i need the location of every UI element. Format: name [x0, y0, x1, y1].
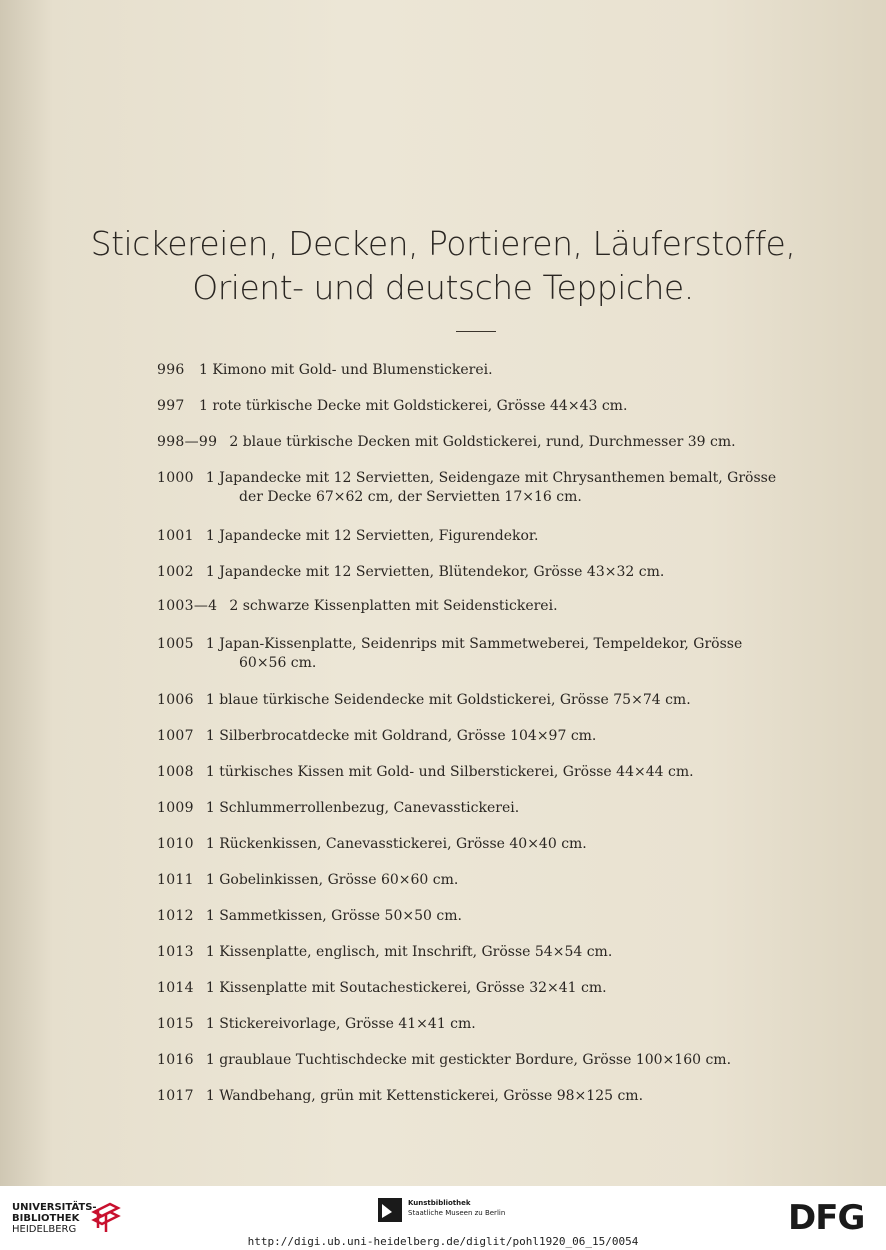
source-url[interactable]: http://digi.ub.uni-heidelberg.de/diglit/pohl1920_06_15/0054 [247, 1235, 639, 1248]
entry-description: 1 Rückenkissen, Canevasstickerei, Grösse 40×40 cm. [205, 836, 587, 852]
entry-description: 1 türkisches Kissen mit Gold- und Silberstickerei, Grösse 44×44 cm. [205, 764, 694, 780]
title-line-2: Orient- und deutsche Teppiche. [192, 268, 694, 307]
entry-number: 1017 [157, 1088, 194, 1104]
entry-number: 1008 [157, 764, 194, 780]
kunstbibliothek-wordmark [408, 1198, 505, 1218]
ub-line-2: BIBLIOTHEK [12, 1213, 80, 1224]
entry-description-continued: 60×56 cm. [239, 655, 317, 671]
catalog-entry [157, 727, 797, 746]
ub-line-3: HEIDELBERG [12, 1224, 77, 1235]
catalog-entry [157, 871, 797, 890]
entry-number: 1014 [157, 980, 194, 996]
catalog-entry [157, 763, 797, 782]
entry-number: 1011 [157, 872, 194, 888]
catalog-entry [157, 563, 797, 582]
catalog-entry [157, 1087, 797, 1106]
entry-description: 1 blaue türkische Seidendecke mit Goldstickerei, Grösse 75×74 cm. [205, 692, 691, 708]
entry-number: 1006 [157, 692, 194, 708]
entry-number: 1016 [157, 1052, 194, 1068]
ub-line-1: UNIVERSITÄTS- [12, 1202, 97, 1213]
kb-line-1: Kunstbibliothek [408, 1199, 471, 1207]
catalog-entry [157, 469, 797, 507]
entry-description: 2 blaue türkische Decken mit Goldstickerei, rund, Durchmesser 39 cm. [229, 434, 736, 450]
entry-number: 998—99 [157, 434, 218, 450]
show-through-text [560, 30, 860, 166]
entry-description: 1 Kimono mit Gold- und Blumenstickerei. [199, 362, 493, 378]
entry-description: 1 Sammetkissen, Grösse 50×50 cm. [205, 908, 462, 924]
entry-description: 1 Japandecke mit 12 Servietten, Seidengaze mit Chrysanthemen bemalt, Grösse [205, 470, 777, 486]
entry-description: 1 Kissenplatte, englisch, mit Inschrift, Grösse 54×54 cm. [205, 944, 613, 960]
catalog-entry [157, 799, 797, 818]
catalog-entry [157, 433, 797, 452]
entry-description: 2 schwarze Kissenplatten mit Seidenstickerei. [229, 598, 558, 614]
entry-number: 1009 [157, 800, 194, 816]
entry-number: 1007 [157, 728, 194, 744]
catalog-entry [157, 691, 797, 710]
entry-description: 1 rote türkische Decke mit Goldstickerei, Grösse 44×43 cm. [199, 398, 628, 414]
entry-number: 1012 [157, 908, 194, 924]
entry-description: 1 Stickereivorlage, Grösse 41×41 cm. [205, 1016, 476, 1032]
entry-number: 1000 [157, 470, 194, 486]
catalog-entry [157, 361, 797, 380]
entry-number: 1001 [157, 528, 194, 544]
entry-number: 1005 [157, 636, 194, 652]
ub-heidelberg-wordmark [12, 1202, 97, 1235]
entry-description-continued: der Decke 67×62 cm, der Servietten 17×16 cm. [239, 489, 582, 505]
entry-description: 1 Kissenplatte mit Soutachestickerei, Grösse 32×41 cm. [205, 980, 607, 996]
entry-number: 996 [157, 362, 185, 378]
entry-description: 1 Gobelinkissen, Grösse 60×60 cm. [205, 872, 459, 888]
catalog-entry [157, 397, 797, 416]
catalog-entry [157, 1051, 797, 1070]
title-divider [456, 331, 496, 332]
entry-description: 1 Wandbehang, grün mit Kettenstickerei, Grösse 98×125 cm. [205, 1088, 644, 1104]
entry-description: 1 Japandecke mit 12 Servietten, Figurendekor. [205, 528, 539, 544]
catalog-entry [157, 527, 797, 546]
entry-number: 997 [157, 398, 185, 414]
entry-description: 1 Japan-Kissenplatte, Seidenrips mit Sammetweberei, Tempeldekor, Grösse [205, 636, 743, 652]
entry-description: 1 Schlummerrollenbezug, Canevasstickerei. [205, 800, 520, 816]
entry-number: 1002 [157, 564, 194, 580]
catalog-entry [157, 635, 797, 673]
entry-number: 1015 [157, 1016, 194, 1032]
entry-number: 1013 [157, 944, 194, 960]
entry-description: 1 Japandecke mit 12 Servietten, Blütendekor, Grösse 43×32 cm. [205, 564, 665, 580]
catalog-entry [157, 943, 797, 962]
kb-line-2: Staatliche Museen zu Berlin [408, 1209, 506, 1217]
entry-description: 1 graublaue Tuchtischdecke mit gestickter Bordure, Grösse 100×160 cm. [205, 1052, 732, 1068]
entry-description: 1 Silberbrocatdecke mit Goldrand, Grösse 104×97 cm. [205, 728, 597, 744]
catalog-entry [157, 1015, 797, 1034]
title-line-1: Stickereien, Decken, Portieren, Läuferstoffe, [90, 224, 796, 263]
entry-number: 1010 [157, 836, 194, 852]
kunstbibliothek-logo-icon [378, 1198, 402, 1222]
heidelberg-ub-logo-icon [90, 1194, 122, 1234]
entry-number: 1003—4 [157, 598, 218, 614]
dfg-logo: DFG [788, 1198, 865, 1238]
catalog-entry [157, 835, 797, 854]
page-title [0, 222, 886, 310]
catalog-entry [157, 907, 797, 926]
catalog-entry [157, 597, 797, 616]
catalog-entry [157, 979, 797, 998]
